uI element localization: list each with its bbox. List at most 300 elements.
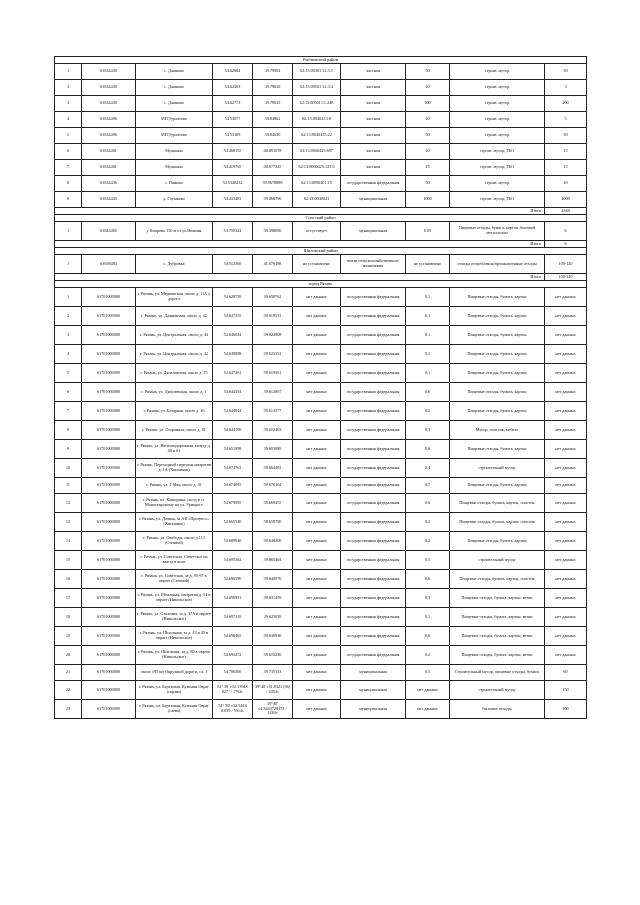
cadastral-number-cell: 62:13:00501:12:3:4 xyxy=(293,80,341,96)
cadastral-number-cell: нет данных xyxy=(293,570,341,589)
oktmo-code-cell: 61634445 xyxy=(82,192,136,208)
section-header-row xyxy=(55,281,587,288)
volume-cell: 200 xyxy=(545,96,587,112)
waste-type-cell: Пищевые отходы, бумага, картон xyxy=(450,402,545,421)
cadastral-number-cell: нет данных xyxy=(293,513,341,532)
longitude-cell: 39.631459 xyxy=(253,589,293,608)
ownership-cell: государственная федеральная xyxy=(341,326,406,345)
oktmo-code-cell: 61701000000 xyxy=(82,288,136,307)
waste-type-cell: Пищевые отходы, бумага, картон, пластик xyxy=(450,494,545,513)
ownership-cell: государственная федеральная xyxy=(341,402,406,421)
latitude-cell: 54.5340232 xyxy=(213,176,253,192)
cadastral-number-cell: 62:13:0040023 xyxy=(293,192,341,208)
ownership-cell: государственная федеральная xyxy=(341,383,406,402)
oktmo-code-cell: 61644465 xyxy=(82,222,136,241)
longitude-cell: 39.630930 xyxy=(253,627,293,646)
ownership-cell: частная xyxy=(341,128,406,144)
cadastral-number-cell: нет данных xyxy=(293,665,341,681)
area-cell: 0,5 xyxy=(406,551,450,570)
longitude-cell: 39.640076 xyxy=(253,570,293,589)
latitude-cell: 54.665340 xyxy=(213,513,253,532)
latitude-cell: 54.647261 xyxy=(213,364,253,383)
ownership-cell: государственная федеральная xyxy=(341,421,406,440)
latitude-cell: 54.679095 xyxy=(213,494,253,513)
waste-type-cell: Пищевые отходы, бумага, картон xyxy=(450,478,545,494)
table-row xyxy=(55,627,587,646)
volume-cell: нет данных xyxy=(545,478,587,494)
area-cell: 0,1 xyxy=(406,288,450,307)
ownership-cell: государственная федеральная xyxy=(341,513,406,532)
table-row xyxy=(55,345,587,364)
longitude-cell: 39.612403 xyxy=(253,421,293,440)
volume-cell: нет данных xyxy=(545,494,587,513)
waste-type-cell: Пищевые отходы, бумага, картон xyxy=(450,307,545,326)
cadastral-number-cell: нет данных xyxy=(293,589,341,608)
area-cell: 0,2 xyxy=(406,646,450,665)
area-cell: 1000 xyxy=(406,192,450,208)
row-number-cell: 14 xyxy=(55,532,82,551)
waste-type-cell: строительный мусор xyxy=(450,459,545,478)
location-cell: г. Рязань, ул. Дачная, за АК «Прогресс» (Хиппинко) xyxy=(136,513,213,532)
oktmo-code-cell: 61634430 xyxy=(82,80,136,96)
latitude-cell: 54.433483 xyxy=(213,192,253,208)
cadastral-number-cell: нет данных xyxy=(293,681,341,700)
row-number-cell: 6 xyxy=(55,383,82,402)
section-header-row xyxy=(55,57,587,64)
row-number-cell: 4 xyxy=(55,112,82,128)
area-cell: 0,1 xyxy=(406,345,450,364)
location-cell: г. Рязань, ул. Дачниковая, около д. 42 xyxy=(136,307,213,326)
longitude-cell: 39°40' с4.3443728173 / 1284с xyxy=(253,700,293,719)
ownership-cell: земли сельскохозяйственного назначения xyxy=(341,255,406,274)
table-row xyxy=(55,402,587,421)
row-number-cell: 4 xyxy=(55,345,82,364)
ownership-cell: частная xyxy=(341,112,406,128)
volume-cell: 150 xyxy=(545,681,587,700)
area-cell: 0,2 xyxy=(406,513,450,532)
waste-type-cell: строит. мусор xyxy=(450,80,545,96)
area-cell: 0,6 xyxy=(406,383,450,402)
row-number-cell: 23 xyxy=(55,700,82,719)
latitude-cell: 54.512360 xyxy=(213,255,253,274)
table-row xyxy=(55,364,587,383)
row-number-cell: 15 xyxy=(55,551,82,570)
cadastral-number-cell: нет данных xyxy=(293,288,341,307)
section-title: Спасский район xyxy=(55,215,587,222)
area-cell: 0,6 xyxy=(406,570,450,589)
longitude-cell: 39.398096 xyxy=(253,222,293,241)
latitude-cell: 54.62773 xyxy=(213,96,253,112)
location-cell: г. Рязань, ул. Шпальная, напротив д. 54 в овраге (Никольское) xyxy=(136,589,213,608)
volume-cell: 3 xyxy=(545,80,587,96)
section-header-row xyxy=(55,248,587,255)
total-value: 6 xyxy=(545,241,587,248)
location-cell: г. Рязань, ул. Мервинская, около д. 11А у дорога xyxy=(136,288,213,307)
row-number-cell: 12 xyxy=(55,494,82,513)
longitude-cell: 39.612867 xyxy=(253,383,293,402)
area-cell: 20 xyxy=(406,112,450,128)
row-number-cell: 21 xyxy=(55,665,82,681)
longitude-cell: 39°40' с31.0321 [06] / 2454с xyxy=(253,681,293,700)
latitude-cell: 54.696590 xyxy=(213,570,253,589)
latitude-cell: 54.62602 xyxy=(213,64,253,80)
waste-type-cell: Пищевые отходы, бумага, картон xyxy=(450,383,545,402)
area-cell: 20 xyxy=(406,144,450,160)
row-number-cell: 1 xyxy=(55,64,82,80)
row-number-cell: 8 xyxy=(55,421,82,440)
cadastral-number-cell: нет данных xyxy=(293,551,341,570)
volume-cell: нет данных xyxy=(545,345,587,364)
location-cell: г. Рязань, ул. Старанная, около д. 81 xyxy=(136,421,213,440)
row-number-cell: 7 xyxy=(55,160,82,176)
location-cell: г. Рязань, ул. Шпальная, за д. 43 и 45 в овраге (Никольское) xyxy=(136,627,213,646)
table-row xyxy=(55,551,587,570)
table-row xyxy=(55,144,587,160)
row-number-cell: 2 xyxy=(55,307,82,326)
oktmo-code-cell: 61701000000 xyxy=(82,307,136,326)
latitude-cell: 54.419765 xyxy=(213,160,253,176)
ownership-cell: государственная федеральная xyxy=(341,646,406,665)
row-number-cell: 6 xyxy=(55,144,82,160)
longitude-cell: 39.79904 xyxy=(253,64,293,80)
longitude-cell: 39.9678889 xyxy=(253,176,293,192)
volume-cell: 15 xyxy=(545,144,587,160)
ownership-cell: государственная федеральная xyxy=(341,478,406,494)
volume-cell: нет данных xyxy=(545,288,587,307)
waste-type-cell: Пищевые отходы, бумага, картон xyxy=(450,440,545,459)
waste-type-cell: Пищевые отходы, бумага, картон, ветки xyxy=(450,608,545,627)
oktmo-code-cell: 61701000000 xyxy=(82,494,136,513)
area-cell: 0,5 xyxy=(406,665,450,681)
location-cell: г. Рязань, ул. Шпальная, за д. 80 в овраге (Никольское) xyxy=(136,646,213,665)
longitude-cell: 39.623152 xyxy=(253,345,293,364)
latitude-cell: 54.706560 xyxy=(213,665,253,681)
oktmo-code-cell: 61701000000 xyxy=(82,551,136,570)
row-number-cell: 2 xyxy=(55,80,82,96)
section-title: Шиловский район xyxy=(55,248,587,255)
oktmo-code-cell: 61701000000 xyxy=(82,665,136,681)
location-cell: г. Рязань, ул. Дягилевская, около д. 1 xyxy=(136,383,213,402)
oktmo-code-cell: 61701000000 xyxy=(82,681,136,700)
longitude-cell: 39.619501 xyxy=(253,364,293,383)
latitude-cell: 54.644844 xyxy=(213,402,253,421)
latitude-cell: 54.53077 xyxy=(213,112,253,128)
cadastral-number-cell: нет данных xyxy=(293,478,341,494)
area-cell: 0,6 xyxy=(406,494,450,513)
cadastral-number-cell: нет данных xyxy=(293,326,341,345)
oktmo-code-cell: 61701000000 xyxy=(82,326,136,345)
location-cell: г. Рязань, ул. Советская, за д. 95-97 в овраге (Степной) xyxy=(136,570,213,589)
table-row xyxy=(55,192,587,208)
oktmo-code-cell: 61701000000 xyxy=(82,532,136,551)
row-number-cell: 10 xyxy=(55,459,82,478)
row-number-cell: 1 xyxy=(55,222,82,241)
section-header-row xyxy=(55,215,587,222)
longitude-cell: 39.866796 xyxy=(253,192,293,208)
total-label: Итого xyxy=(55,208,545,215)
longitude-cell: 39.622808 xyxy=(253,326,293,345)
latitude-cell: 54.689940 xyxy=(213,532,253,551)
location-cell: г. Рязань, ул. Советская, Советское на выезд в поле xyxy=(136,551,213,570)
cadastral-number-cell: отсутствует xyxy=(293,222,341,241)
cadastral-number-cell: нет данных xyxy=(293,345,341,364)
oktmo-code-cell: 61634401 xyxy=(82,144,136,160)
table-row xyxy=(55,64,587,80)
longitude-cell: 39.84862 xyxy=(253,112,293,128)
cadastral-number-cell: нет данных xyxy=(293,700,341,719)
volume-cell: нет данных xyxy=(545,551,587,570)
row-number-cell: 3 xyxy=(55,96,82,112)
volume-cell: 10 xyxy=(545,176,587,192)
table-row xyxy=(55,160,587,176)
location-cell: г. Рязань, ул. Березовая, Кузьмин Овраг (слева) xyxy=(136,700,213,719)
cadastral-number-cell: нет данных xyxy=(293,532,341,551)
oktmo-code-cell: 61701000000 xyxy=(82,364,136,383)
cadastral-number-cell: 62:13:0040415:22 xyxy=(293,128,341,144)
oktmo-code-cell: 61634496 xyxy=(82,128,136,144)
table-row xyxy=(55,440,587,459)
ownership-cell: государственная федеральная xyxy=(341,176,406,192)
volume-cell: 100 xyxy=(545,700,587,719)
waste-sites-table xyxy=(54,56,587,719)
oktmo-code-cell: 61701000000 xyxy=(82,589,136,608)
location-cell: г. Рязань, ул. Железнодорожная, между д. 46 и 61 xyxy=(136,440,213,459)
area-cell: 0,1 xyxy=(406,307,450,326)
longitude-cell: 39.664493 xyxy=(253,459,293,478)
waste-type-cell: Пищевые отходы, бумага, картон xyxy=(450,532,545,551)
section-title: город Рязань xyxy=(55,281,587,288)
ownership-cell: государственная федеральная xyxy=(341,627,406,646)
volume-cell: нет данных xyxy=(545,421,587,440)
location-cell: у Кипрово 150 м от ул.Нижняя xyxy=(136,222,213,241)
ownership-cell: муниципальная xyxy=(341,192,406,208)
cadastral-number-cell: нет данных xyxy=(293,459,341,478)
ownership-cell: государственная федеральная xyxy=(341,494,406,513)
ownership-cell: государственная федеральная xyxy=(341,345,406,364)
total-row xyxy=(55,241,587,248)
ownership-cell: государственная федеральная xyxy=(341,532,406,551)
latitude-cell: 54.644196 xyxy=(213,421,253,440)
waste-type-cell: строит. мусор xyxy=(450,128,545,144)
location-cell: д. Глушково xyxy=(136,192,213,208)
ownership-cell: муниципальная xyxy=(341,681,406,700)
row-number-cell: 9 xyxy=(55,440,82,459)
location-cell: Мушкино xyxy=(136,160,213,176)
ownership-cell: частная xyxy=(341,160,406,176)
table-row xyxy=(55,326,587,345)
volume-cell: 100-120 xyxy=(545,255,587,274)
row-number-cell: 9 xyxy=(55,192,82,208)
location-cell: г. Рязань, ул. Свободы, около д.113 (Степной) xyxy=(136,532,213,551)
section-title: Рыбновский район xyxy=(55,57,587,64)
volume-cell: 15 xyxy=(545,160,587,176)
waste-type-cell: строит. мусор xyxy=(450,96,545,112)
row-number-cell: 11 xyxy=(55,478,82,494)
cadastral-number-cell: нет данных xyxy=(293,627,341,646)
table-row xyxy=(55,288,587,307)
waste-type-cell: Пищевые отходы, бумага, картон xyxy=(450,288,545,307)
waste-type-cell: Пищевые отходы, бумага, картон, ветки xyxy=(450,646,545,665)
ownership-cell: государственная федеральная xyxy=(341,288,406,307)
total-value: 4348 xyxy=(545,208,587,215)
oktmo-code-cell: 61701000000 xyxy=(82,345,136,364)
latitude-cell: 54.697119 xyxy=(213,608,253,627)
cadastral-number-cell: нет данных xyxy=(293,307,341,326)
row-number-cell: 20 xyxy=(55,646,82,665)
ownership-cell: государственная федеральная xyxy=(341,608,406,627)
cadastral-number-cell: 62:13:0060425:697 xyxy=(293,144,341,160)
latitude-cell: 54° 39' с32.5444 0.039 / 5914с xyxy=(213,700,253,719)
table-row xyxy=(55,459,587,478)
location-cell: г. Рязань, ул. Ольховая, за д. 37А в овраге (Никольское) xyxy=(136,608,213,627)
cadastral-number-cell: нет данных xyxy=(293,383,341,402)
cadastral-number-cell: 62:13:00301:12:5:1 xyxy=(293,64,341,80)
area-cell: не установлено xyxy=(406,255,450,274)
latitude-cell: 54.628759 xyxy=(213,288,253,307)
oktmo-code-cell: 61701000000 xyxy=(82,570,136,589)
waste-type-cell: строительный мусор xyxy=(450,681,545,700)
waste-type-cell: строит. мусор, ТБО xyxy=(450,192,545,208)
volume-cell: нет данных xyxy=(545,589,587,608)
longitude-cell: 39.614377 xyxy=(253,402,293,421)
volume-cell: нет данных xyxy=(545,307,587,326)
table-row xyxy=(55,532,587,551)
volume-cell: нет данных xyxy=(545,646,587,665)
longitude-cell: 40.081078 xyxy=(253,144,293,160)
waste-type-cell: бытовые отходы xyxy=(450,700,545,719)
row-number-cell: 19 xyxy=(55,627,82,646)
longitude-cell: 39.658762 xyxy=(253,288,293,307)
volume-cell: 6 xyxy=(545,222,587,241)
location-cell: с. Дашково xyxy=(136,96,213,112)
table-row xyxy=(55,176,587,192)
waste-type-cell: Пищевые отходы, бумага, картон xyxy=(450,326,545,345)
waste-type-cell: строит. мусор, ТБО xyxy=(450,160,545,176)
area-cell: 0,2 xyxy=(406,532,450,551)
latitude-cell: 54.646634 xyxy=(213,326,253,345)
latitude-cell: 54.647355 xyxy=(213,307,253,326)
table-row xyxy=(55,421,587,440)
latitude-cell: 54.696465 xyxy=(213,627,253,646)
latitude-cell: 54.696951 xyxy=(213,589,253,608)
oktmo-code-cell: 61701000000 xyxy=(82,478,136,494)
total-row xyxy=(55,208,587,215)
area-cell: 20 xyxy=(406,80,450,96)
oktmo-code-cell: 61701000000 xyxy=(82,700,136,719)
area-cell: 0,6 xyxy=(406,627,450,646)
location-cell: г. Рязань, ул. Центральная, около д. 42 xyxy=(136,345,213,364)
area-cell: 0,4 xyxy=(406,459,450,478)
area-cell: 0,3 xyxy=(406,589,450,608)
oktmo-code-cell: 61701000000 xyxy=(82,646,136,665)
table-row xyxy=(55,478,587,494)
location-cell: с. Дубровка xyxy=(136,255,213,274)
latitude-cell: 54.644354 xyxy=(213,383,253,402)
table-row xyxy=(55,665,587,681)
volume-cell: 4000 xyxy=(545,192,587,208)
total-label: Итого xyxy=(55,241,545,248)
row-number-cell: 7 xyxy=(55,402,82,421)
cadastral-number-cell: 62:13:0090401:19 xyxy=(293,176,341,192)
longitude-cell: 39.84630 xyxy=(253,128,293,144)
oktmo-code-cell: 61701000000 xyxy=(82,608,136,627)
waste-type-cell: Пищевые отходы, бумага, картон, бытовой металлолом xyxy=(450,222,545,241)
table-row xyxy=(55,80,587,96)
volume-cell: нет данных xyxy=(545,440,587,459)
waste-type-cell: строительный мусор xyxy=(450,551,545,570)
table-row xyxy=(55,383,587,402)
volume-cell: 5 xyxy=(545,112,587,128)
location-cell: г. Рязань, ул. 1 Мая, около д. 41 xyxy=(136,478,213,494)
waste-type-cell: Пищевые отходы, бумага, картон xyxy=(450,345,545,364)
area-cell: 300 xyxy=(406,96,450,112)
cadastral-number-cell: 62:13:0060425:123 0 xyxy=(293,160,341,176)
longitude-cell: 39.865464 xyxy=(253,551,293,570)
area-cell: нет данных xyxy=(406,681,450,700)
table-row xyxy=(55,112,587,128)
total-value: 100-120 xyxy=(545,274,587,281)
table-row xyxy=(55,222,587,241)
longitude-cell: 39.659790 xyxy=(253,513,293,532)
oktmo-code-cell: 61634430 xyxy=(82,64,136,80)
waste-type-cell: Пищевые отходы, бумага, картон, пластик xyxy=(450,570,545,589)
waste-type-cell: Пищевые отходы, бумага, картон, ветки xyxy=(450,627,545,646)
location-cell: г. Рязань, ул. Дягилевская, около д. 75 xyxy=(136,364,213,383)
cadastral-number-cell: 62:13:0040413:8 xyxy=(293,112,341,128)
location-cell: с. Дашково xyxy=(136,80,213,96)
ownership-cell: государственная федеральная xyxy=(341,307,406,326)
row-number-cell: 1 xyxy=(55,288,82,307)
latitude-cell: 54.468355 xyxy=(213,144,253,160)
table-row xyxy=(55,128,587,144)
waste-type-cell: строит. мусор xyxy=(450,64,545,80)
ownership-cell: государственная федеральная xyxy=(341,589,406,608)
volume-cell: нет данных xyxy=(545,570,587,589)
ownership-cell: муниципальная xyxy=(341,665,406,681)
ownership-cell: государственная федеральная xyxy=(341,551,406,570)
ownership-cell: частная xyxy=(341,64,406,80)
location-cell: г. Рязань, пл. Каширина, съезд в ст. Монастырскому на ул. Урицкого xyxy=(136,494,213,513)
cadastral-number-cell: нет данных xyxy=(293,402,341,421)
location-cell: МП Турлатово xyxy=(136,128,213,144)
longitude-cell: 39.619533 xyxy=(253,307,293,326)
ownership-cell: государственная федеральная xyxy=(341,440,406,459)
waste-type-cell: отходы потребления/промышленные отходы xyxy=(450,255,545,274)
latitude-cell: 54° 39' с32.1394S 827 "/ 1763с xyxy=(213,681,253,700)
location-cell: г. Рязань, ул. Центральная, около д. 44 xyxy=(136,326,213,345)
volume-cell: нет данных xyxy=(545,459,587,478)
row-number-cell: 22 xyxy=(55,681,82,700)
oktmo-code-cell: 61701000000 xyxy=(82,402,136,421)
oktmo-code-cell: 61701000000 xyxy=(82,627,136,646)
longitude-cell: 39.79630 xyxy=(253,80,293,96)
volume-cell: 60 xyxy=(545,665,587,681)
oktmo-code-cell: 61658484 xyxy=(82,255,136,274)
location-cell: г. Рязань, ул. Березовая, Кузьмин Овраг (справа) xyxy=(136,681,213,700)
waste-type-cell: Мусор, пластик, мебель xyxy=(450,421,545,440)
oktmo-code-cell: 61634430 xyxy=(82,96,136,112)
waste-type-cell: Пищевые отходы, бумага, картон, ветки xyxy=(450,589,545,608)
latitude-cell: 54.693472 xyxy=(213,646,253,665)
latitude-cell: 54.53109 xyxy=(213,128,253,144)
location-cell: МП Турлатово xyxy=(136,112,213,128)
location-cell: около 195 км Окружной дороги, сл. 1 xyxy=(136,665,213,681)
area-cell: нет данных xyxy=(406,700,450,719)
document-page xyxy=(54,56,586,719)
latitude-cell: 54.672763 xyxy=(213,459,253,478)
longitude-cell: 39.669455 xyxy=(253,494,293,513)
longitude-cell: 39.79635 xyxy=(253,96,293,112)
